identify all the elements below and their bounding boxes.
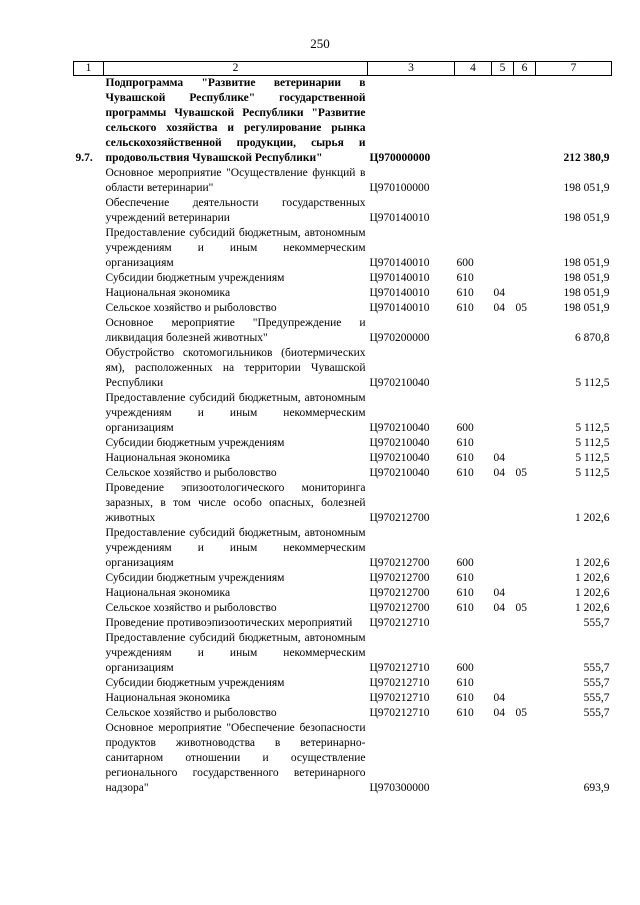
table-row bbox=[74, 691, 612, 706]
row-expense-type: 610 bbox=[456, 437, 474, 449]
row-target-code: Ц970210040 bbox=[369, 377, 430, 389]
row-expense-type: 610 bbox=[456, 467, 474, 479]
row-subsection bbox=[514, 316, 536, 346]
row-subsection: 05 bbox=[515, 602, 527, 614]
row-target-code: Ц970210040 bbox=[369, 437, 430, 449]
table-row bbox=[74, 601, 612, 616]
row-target-code: Ц970140010 bbox=[369, 287, 430, 299]
row-name: Предоставление субсидий бюджетным, автономным учреждениям и иным некоммерческим организациям bbox=[105, 527, 366, 569]
row-amount: 198 051,9 bbox=[563, 272, 610, 284]
row-number bbox=[74, 706, 104, 721]
row-name: Основное мероприятие "Осуществление функций в области ветеринарии" bbox=[105, 167, 366, 194]
row-section bbox=[492, 76, 514, 167]
row-expense-type bbox=[455, 316, 492, 346]
row-target-code: Ц970300000 bbox=[369, 782, 430, 794]
row-target-code: Ц970210040 bbox=[369, 452, 430, 464]
row-number bbox=[74, 466, 104, 481]
row-number bbox=[74, 166, 104, 196]
row-name: Обеспечение деятельности государственных учреждений ветеринарии bbox=[105, 197, 366, 224]
row-subsection bbox=[514, 526, 536, 571]
row-section bbox=[492, 436, 514, 451]
row-section bbox=[492, 196, 514, 226]
row-target-code: Ц970210040 bbox=[369, 467, 430, 479]
row-amount: 198 051,9 bbox=[563, 182, 610, 194]
row-target-code: Ц970212700 bbox=[369, 512, 430, 524]
row-subsection bbox=[514, 481, 536, 526]
row-number bbox=[74, 436, 104, 451]
table-row bbox=[74, 301, 612, 316]
row-number bbox=[74, 301, 104, 316]
page-number: 250 bbox=[310, 36, 330, 51]
row-amount: 198 051,9 bbox=[563, 257, 610, 269]
row-name: Сельское хозяйство и рыболовство bbox=[105, 707, 277, 719]
row-amount: 1 202,6 bbox=[575, 602, 610, 614]
row-subsection bbox=[514, 196, 536, 226]
row-name: Субсидии бюджетным учреждениям bbox=[105, 677, 285, 689]
row-number bbox=[74, 601, 104, 616]
table-row bbox=[74, 196, 612, 226]
header-col-3: 3 bbox=[368, 62, 455, 76]
row-subsection bbox=[514, 76, 536, 167]
row-amount: 198 051,9 bbox=[563, 302, 610, 314]
header-col-5: 5 bbox=[492, 62, 514, 76]
row-expense-type: 600 bbox=[456, 422, 474, 434]
row-expense-type: 610 bbox=[456, 677, 474, 689]
table-row bbox=[74, 586, 612, 601]
row-name: Национальная экономика bbox=[105, 587, 231, 599]
row-amount: 1 202,6 bbox=[575, 512, 610, 524]
row-section: 04 bbox=[493, 602, 505, 614]
row-section bbox=[492, 166, 514, 196]
row-expense-type: 600 bbox=[456, 662, 474, 674]
row-section: 04 bbox=[493, 302, 505, 314]
row-target-code: Ц970212700 bbox=[369, 587, 430, 599]
row-section bbox=[492, 316, 514, 346]
row-number bbox=[74, 271, 104, 286]
row-name: Проведение противоэпизоотических мероприятий bbox=[105, 617, 353, 629]
row-subsection bbox=[514, 721, 536, 796]
row-subsection bbox=[514, 616, 536, 631]
table-row bbox=[74, 676, 612, 691]
row-expense-type bbox=[455, 346, 492, 391]
row-expense-type bbox=[455, 166, 492, 196]
row-amount: 5 112,5 bbox=[575, 452, 610, 464]
table-row bbox=[74, 76, 612, 167]
table-row bbox=[74, 166, 612, 196]
header-col-4: 4 bbox=[455, 62, 492, 76]
row-section: 04 bbox=[493, 587, 505, 599]
row-target-code: Ц970212710 bbox=[369, 692, 430, 704]
row-number bbox=[74, 451, 104, 466]
row-section bbox=[492, 526, 514, 571]
row-section bbox=[492, 481, 514, 526]
row-name: Обустройство скотомогильников (биотермических ям), расположенных на территории Чувашской Республики bbox=[105, 347, 366, 389]
row-amount: 1 202,6 bbox=[575, 557, 610, 569]
row-target-code: Ц970212710 bbox=[369, 662, 430, 674]
row-section: 04 bbox=[493, 707, 505, 719]
row-amount: 5 112,5 bbox=[575, 422, 610, 434]
table-body bbox=[74, 76, 612, 797]
table-row bbox=[74, 481, 612, 526]
row-section bbox=[492, 271, 514, 286]
row-target-code: Ц970212700 bbox=[369, 602, 430, 614]
row-expense-type bbox=[455, 76, 492, 167]
row-subsection bbox=[514, 436, 536, 451]
row-subsection bbox=[514, 631, 536, 676]
table-row bbox=[74, 466, 612, 481]
header-col-7: 7 bbox=[536, 62, 612, 76]
row-name: Национальная экономика bbox=[105, 452, 231, 464]
row-number bbox=[74, 586, 104, 601]
table-row bbox=[74, 271, 612, 286]
row-target-code: Ц970000000 bbox=[369, 152, 431, 164]
row-subsection bbox=[514, 166, 536, 196]
header-col-1: 1 bbox=[74, 62, 104, 76]
row-subsection bbox=[514, 286, 536, 301]
row-expense-type: 610 bbox=[456, 572, 474, 584]
row-amount: 1 202,6 bbox=[575, 572, 610, 584]
row-name: Субсидии бюджетным учреждениям bbox=[105, 572, 285, 584]
row-number bbox=[74, 526, 104, 571]
row-name: Национальная экономика bbox=[105, 287, 231, 299]
table-row bbox=[74, 346, 612, 391]
table-row bbox=[74, 316, 612, 346]
row-number bbox=[74, 691, 104, 706]
table-row bbox=[74, 526, 612, 571]
row-name: Субсидии бюджетным учреждениям bbox=[105, 272, 285, 284]
row-name: Предоставление субсидий бюджетным, автономным учреждениям и иным некоммерческим организациям bbox=[105, 632, 366, 674]
row-subsection bbox=[514, 676, 536, 691]
row-amount: 555,7 bbox=[583, 692, 610, 704]
row-target-code: Ц970200000 bbox=[369, 332, 430, 344]
table-row bbox=[74, 286, 612, 301]
row-number bbox=[74, 721, 104, 796]
row-expense-type: 610 bbox=[456, 707, 474, 719]
row-expense-type: 610 bbox=[456, 302, 474, 314]
budget-table bbox=[73, 61, 612, 796]
row-amount: 5 112,5 bbox=[575, 467, 610, 479]
row-expense-type bbox=[455, 196, 492, 226]
row-expense-type: 610 bbox=[456, 272, 474, 284]
row-section bbox=[492, 616, 514, 631]
row-target-code: Ц970140010 bbox=[369, 212, 430, 224]
row-section: 04 bbox=[493, 287, 505, 299]
table-row bbox=[74, 226, 612, 271]
row-amount: 555,7 bbox=[583, 677, 610, 689]
row-number bbox=[74, 676, 104, 691]
row-number bbox=[74, 391, 104, 436]
row-subsection bbox=[514, 586, 536, 601]
row-section: 04 bbox=[493, 692, 505, 704]
row-expense-type bbox=[455, 721, 492, 796]
row-amount: 555,7 bbox=[583, 662, 610, 674]
row-section bbox=[492, 346, 514, 391]
row-section bbox=[492, 631, 514, 676]
row-number bbox=[74, 481, 104, 526]
row-number bbox=[74, 616, 104, 631]
row-target-code: Ц970100000 bbox=[369, 182, 430, 194]
row-target-code: Ц970140010 bbox=[369, 272, 430, 284]
row-subsection bbox=[514, 271, 536, 286]
row-amount: 1 202,6 bbox=[575, 587, 610, 599]
row-expense-type: 610 bbox=[456, 587, 474, 599]
table-row bbox=[74, 436, 612, 451]
row-subsection bbox=[514, 571, 536, 586]
row-expense-type: 600 bbox=[456, 257, 474, 269]
row-amount: 212 380,9 bbox=[563, 152, 610, 164]
row-number bbox=[74, 571, 104, 586]
row-target-code: Ц970140010 bbox=[369, 302, 430, 314]
row-amount: 693,9 bbox=[583, 782, 610, 794]
row-expense-type: 610 bbox=[456, 452, 474, 464]
row-subsection bbox=[514, 391, 536, 436]
row-amount: 6 870,8 bbox=[575, 332, 610, 344]
row-amount: 5 112,5 bbox=[575, 377, 610, 389]
row-target-code: Ц970140010 bbox=[369, 257, 430, 269]
row-section: 04 bbox=[493, 467, 505, 479]
table-row bbox=[74, 631, 612, 676]
row-number bbox=[74, 226, 104, 271]
header-col-6: 6 bbox=[514, 62, 536, 76]
row-expense-type: 600 bbox=[456, 557, 474, 569]
row-section bbox=[492, 391, 514, 436]
row-target-code: Ц970212700 bbox=[369, 572, 430, 584]
header-col-2: 2 bbox=[104, 62, 368, 76]
row-number bbox=[74, 196, 104, 226]
table-row bbox=[74, 391, 612, 436]
row-target-code: Ц970212710 bbox=[369, 677, 430, 689]
row-name: Подпрограмма "Развитие ветеринарии в Чувашской Республике" государственной программы Чувашской Республики "Развитие сельского хозяйства и регулирование рынка сельскохозяйственной продукции, сырья и продовольствия Чувашской Республики" bbox=[105, 77, 366, 164]
row-subsection: 05 bbox=[515, 707, 527, 719]
row-section bbox=[492, 721, 514, 796]
row-target-code: Ц970212710 bbox=[369, 617, 430, 629]
row-name: Основное мероприятие "Предупреждение и ликвидация болезней животных" bbox=[105, 317, 366, 344]
row-target-code: Ц970212710 bbox=[369, 707, 430, 719]
row-name: Сельское хозяйство и рыболовство bbox=[105, 467, 277, 479]
table-row bbox=[74, 571, 612, 586]
row-expense-type: 610 bbox=[456, 287, 474, 299]
row-number: 9.7. bbox=[75, 152, 93, 164]
row-number bbox=[74, 316, 104, 346]
row-target-code: Ц970212700 bbox=[369, 557, 430, 569]
row-name: Предоставление субсидий бюджетным, автономным учреждениям и иным некоммерческим организациям bbox=[105, 227, 366, 269]
row-expense-type bbox=[455, 481, 492, 526]
table-row bbox=[74, 721, 612, 796]
row-section: 04 bbox=[493, 452, 505, 464]
table-row bbox=[74, 706, 612, 721]
row-name: Сельское хозяйство и рыболовство bbox=[105, 302, 277, 314]
row-subsection bbox=[514, 346, 536, 391]
row-amount: 555,7 bbox=[583, 707, 610, 719]
row-amount: 555,7 bbox=[583, 617, 610, 629]
row-section bbox=[492, 226, 514, 271]
row-name: Национальная экономика bbox=[105, 692, 231, 704]
row-expense-type: 610 bbox=[456, 602, 474, 614]
row-subsection bbox=[514, 226, 536, 271]
header-row bbox=[74, 62, 612, 76]
row-expense-type: 610 bbox=[456, 692, 474, 704]
row-subsection: 05 bbox=[515, 467, 527, 479]
row-subsection bbox=[514, 451, 536, 466]
row-subsection bbox=[514, 691, 536, 706]
row-name: Субсидии бюджетным учреждениям bbox=[105, 437, 285, 449]
row-name: Основное мероприятие "Обеспечение безопасности продуктов животноводства в ветеринарно-санитарном отношении и осуществление регионального государственного ветеринарного надзора" bbox=[105, 722, 366, 794]
row-name: Сельское хозяйство и рыболовство bbox=[105, 602, 277, 614]
table-header bbox=[74, 62, 612, 76]
row-subsection: 05 bbox=[515, 302, 527, 314]
table-row bbox=[74, 451, 612, 466]
row-name: Проведение эпизоотологического мониторинга заразных, в том числе особо опасных, болезней животных bbox=[105, 482, 366, 524]
row-amount: 198 051,9 bbox=[563, 287, 610, 299]
row-amount: 198 051,9 bbox=[563, 212, 610, 224]
row-name: Предоставление субсидий бюджетным, автономным учреждениям и иным некоммерческим организациям bbox=[105, 392, 366, 434]
row-section bbox=[492, 571, 514, 586]
row-expense-type bbox=[455, 616, 492, 631]
row-target-code: Ц970210040 bbox=[369, 422, 430, 434]
row-amount: 5 112,5 bbox=[575, 437, 610, 449]
row-number bbox=[74, 286, 104, 301]
row-section bbox=[492, 676, 514, 691]
row-number bbox=[74, 346, 104, 391]
row-number bbox=[74, 631, 104, 676]
table-row bbox=[74, 616, 612, 631]
